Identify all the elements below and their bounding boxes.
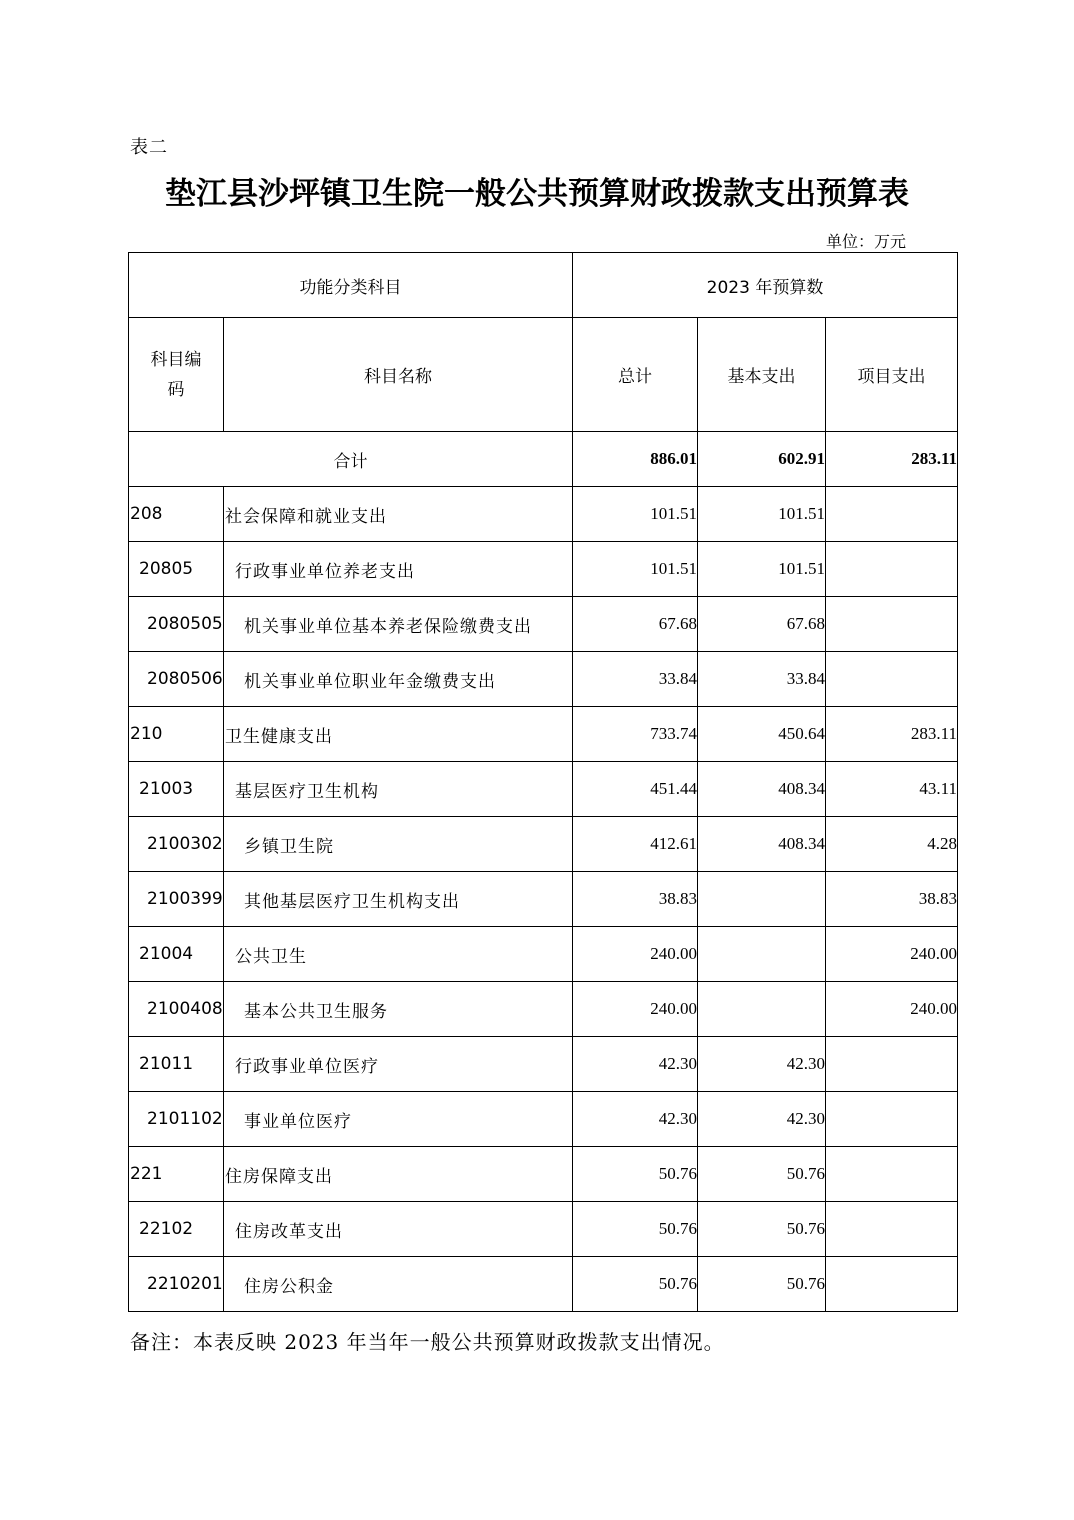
row-project <box>826 487 958 542</box>
header-code <box>129 318 224 432</box>
row-name: 基本公共卫生服务 <box>224 982 573 1037</box>
table-row <box>129 1147 958 1202</box>
summary-basic: 602.91 <box>698 432 826 487</box>
row-basic: 33.84 <box>698 652 826 707</box>
table-row <box>129 1202 958 1257</box>
row-code: 2100399 <box>129 872 224 927</box>
row-basic: 101.51 <box>698 542 826 597</box>
row-basic: 450.64 <box>698 707 826 762</box>
row-project: 240.00 <box>826 982 958 1037</box>
table-row <box>129 1257 958 1312</box>
footnote: 备注：本表反映 2023 年当年一般公共预算财政拨款支出情况。 <box>130 1330 725 1354</box>
budget-table <box>128 252 958 1312</box>
table-row <box>129 652 958 707</box>
row-name: 事业单位医疗 <box>224 1092 573 1147</box>
header-project: 项目支出 <box>826 318 958 432</box>
row-name: 住房公积金 <box>224 1257 573 1312</box>
row-basic <box>698 927 826 982</box>
header-basic: 基本支出 <box>698 318 826 432</box>
row-total: 42.30 <box>573 1037 698 1092</box>
row-name: 乡镇卫生院 <box>224 817 573 872</box>
row-basic: 50.76 <box>698 1202 826 1257</box>
table-row <box>129 872 958 927</box>
table-row <box>129 707 958 762</box>
table-row <box>129 1092 958 1147</box>
row-name: 住房改革支出 <box>224 1202 573 1257</box>
row-total: 50.76 <box>573 1257 698 1312</box>
header-name: 科目名称 <box>224 318 573 432</box>
row-basic: 50.76 <box>698 1147 826 1202</box>
row-total: 412.61 <box>573 817 698 872</box>
row-project: 43.11 <box>826 762 958 817</box>
row-total: 451.44 <box>573 762 698 817</box>
row-code: 221 <box>129 1147 224 1202</box>
row-project: 4.28 <box>826 817 958 872</box>
row-code: 2210201 <box>129 1257 224 1312</box>
row-name: 卫生健康支出 <box>224 707 573 762</box>
row-name: 行政事业单位养老支出 <box>224 542 573 597</box>
row-basic: 67.68 <box>698 597 826 652</box>
row-project <box>826 1092 958 1147</box>
row-name: 公共卫生 <box>224 927 573 982</box>
row-basic: 408.34 <box>698 762 826 817</box>
row-total: 38.83 <box>573 872 698 927</box>
row-code: 21003 <box>129 762 224 817</box>
row-project <box>826 542 958 597</box>
row-total: 101.51 <box>573 487 698 542</box>
row-basic <box>698 982 826 1037</box>
row-basic: 42.30 <box>698 1037 826 1092</box>
row-project: 240.00 <box>826 927 958 982</box>
row-project <box>826 1202 958 1257</box>
row-name: 机关事业单位职业年金缴费支出 <box>224 652 573 707</box>
header-code-line1: 科目编 <box>150 349 202 370</box>
row-code: 2101102 <box>129 1092 224 1147</box>
row-project: 38.83 <box>826 872 958 927</box>
header-row-1 <box>129 253 958 318</box>
row-code: 2080505 <box>129 597 224 652</box>
row-name: 基层医疗卫生机构 <box>224 762 573 817</box>
table-label: 表二 <box>130 137 168 158</box>
row-basic: 42.30 <box>698 1092 826 1147</box>
summary-project: 283.11 <box>826 432 958 487</box>
row-project <box>826 652 958 707</box>
row-total: 240.00 <box>573 927 698 982</box>
row-total: 33.84 <box>573 652 698 707</box>
table-row <box>129 487 958 542</box>
header-budget-year: 2023 年预算数 <box>573 253 958 318</box>
row-basic: 101.51 <box>698 487 826 542</box>
row-total: 733.74 <box>573 707 698 762</box>
row-code: 20805 <box>129 542 224 597</box>
row-project <box>826 1037 958 1092</box>
row-name: 行政事业单位医疗 <box>224 1037 573 1092</box>
table-row <box>129 542 958 597</box>
row-name: 其他基层医疗卫生机构支出 <box>224 872 573 927</box>
row-total: 67.68 <box>573 597 698 652</box>
header-row-2 <box>129 318 958 432</box>
row-total: 50.76 <box>573 1147 698 1202</box>
row-code: 22102 <box>129 1202 224 1257</box>
header-functional-category: 功能分类科目 <box>129 253 573 318</box>
row-code: 2100302 <box>129 817 224 872</box>
table-row <box>129 1037 958 1092</box>
row-total: 101.51 <box>573 542 698 597</box>
row-basic <box>698 872 826 927</box>
row-code: 2100408 <box>129 982 224 1037</box>
header-code-line2: 码 <box>167 379 185 400</box>
table-row <box>129 597 958 652</box>
row-code: 208 <box>129 487 224 542</box>
row-code: 21011 <box>129 1037 224 1092</box>
table-row <box>129 982 958 1037</box>
row-code: 210 <box>129 707 224 762</box>
row-name: 社会保障和就业支出 <box>224 487 573 542</box>
page-title: 垫江县沙坪镇卫生院一般公共预算财政拨款支出预算表 <box>165 176 909 212</box>
row-total: 240.00 <box>573 982 698 1037</box>
row-name: 机关事业单位基本养老保险缴费支出 <box>224 597 573 652</box>
summary-total: 886.01 <box>573 432 698 487</box>
row-basic: 50.76 <box>698 1257 826 1312</box>
summary-label: 合计 <box>129 432 573 487</box>
row-code: 2080506 <box>129 652 224 707</box>
row-project: 283.11 <box>826 707 958 762</box>
row-basic: 408.34 <box>698 817 826 872</box>
row-project <box>826 597 958 652</box>
row-total: 50.76 <box>573 1202 698 1257</box>
table-row <box>129 762 958 817</box>
unit-label: 单位：万元 <box>826 232 907 251</box>
table-row <box>129 927 958 982</box>
row-total: 42.30 <box>573 1092 698 1147</box>
row-name: 住房保障支出 <box>224 1147 573 1202</box>
summary-row <box>129 432 958 487</box>
table-row <box>129 817 958 872</box>
row-project <box>826 1257 958 1312</box>
header-total: 总计 <box>573 318 698 432</box>
row-project <box>826 1147 958 1202</box>
row-code: 21004 <box>129 927 224 982</box>
